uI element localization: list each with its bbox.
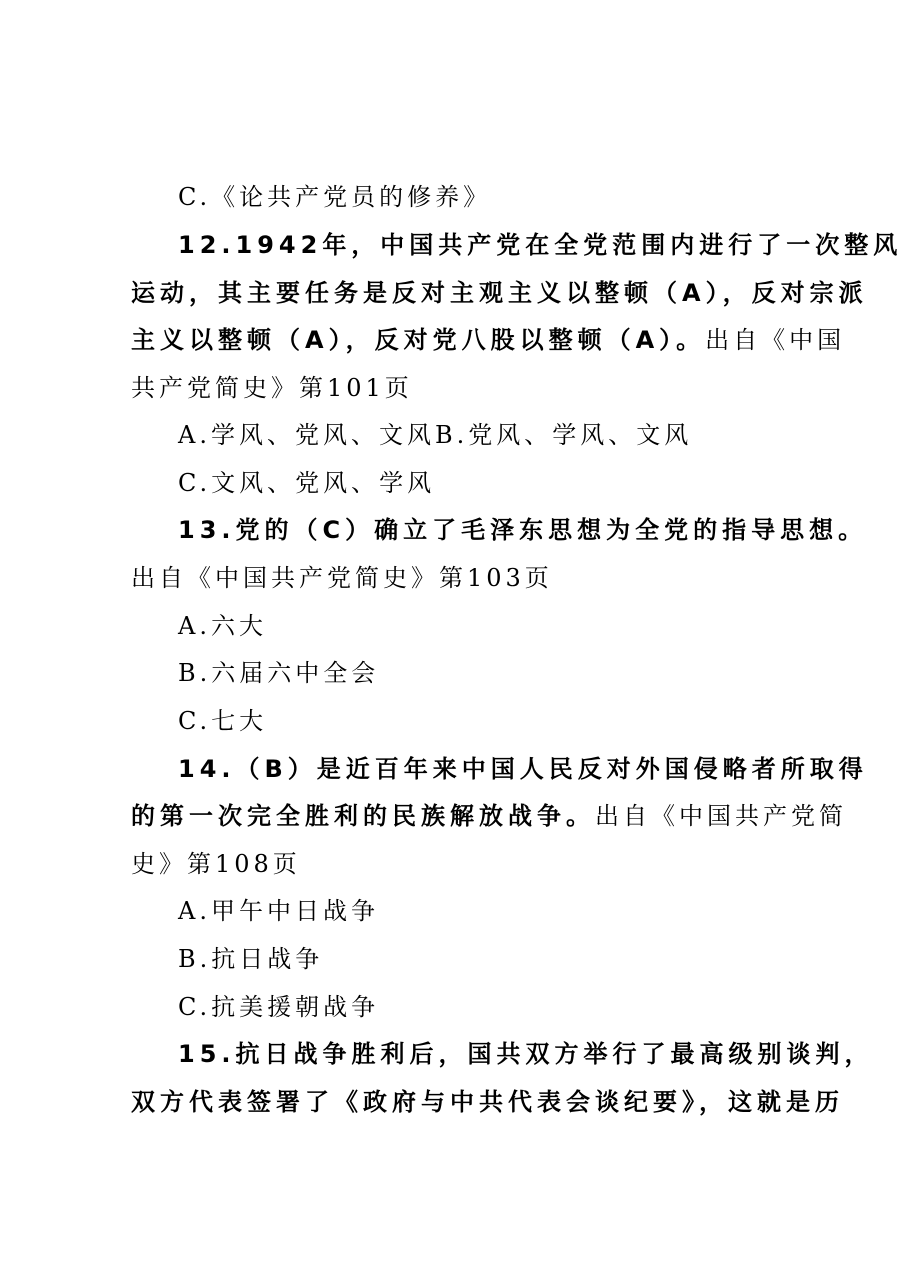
question-15-line-2: 双方代表签署了《政府与中共代表会谈纪要》，这就是历 — [131, 1088, 844, 1116]
question-14-option-b: B.抗日战争 — [178, 945, 324, 973]
question-12-line-3: 主义以整顿（A），反对党八股以整顿（A）。出自《中国 — [131, 326, 846, 354]
question-14-line-2: 的第一次完全胜利的民族解放战争。出自《中国共产党简 — [131, 802, 847, 830]
option-c-line: C.《论共产党员的修养》 — [178, 183, 492, 211]
question-13-option-a: A.六大 — [178, 612, 267, 640]
question-12-line-1: 12.1942年，中国共产党在全党范围内进行了一次整风 — [178, 231, 903, 259]
question-13-source: 出自《中国共产党简史》第103页 — [131, 564, 553, 592]
question-13-line-1: 13.党的（C）确立了毛泽东思想为全党的指导思想。 — [178, 516, 868, 544]
question-14-source: 史》第108页 — [131, 850, 301, 878]
question-12-line-2: 运动，其主要任务是反对主观主义以整顿（A），反对宗派 — [131, 279, 868, 307]
question-12-option-c: C.文风、党风、学风 — [178, 469, 436, 497]
question-14-line-1: 14.（B）是近百年来中国人民反对外国侵略者所取得 — [178, 755, 868, 783]
question-13-option-b: B.六届六中全会 — [178, 659, 380, 687]
question-14-option-c: C.抗美援朝战争 — [178, 993, 380, 1021]
question-15-line-1: 15.抗日战争胜利后，国共双方举行了最高级别谈判， — [178, 1040, 874, 1068]
question-13-option-c: C.七大 — [178, 707, 268, 735]
question-12-source: 共产党简史》第101页 — [131, 374, 413, 402]
question-14-option-a: A.甲午中日战争 — [178, 897, 379, 925]
question-12-option-ab: A.学风、党风、文风B.党风、学风、文风 — [178, 421, 693, 449]
